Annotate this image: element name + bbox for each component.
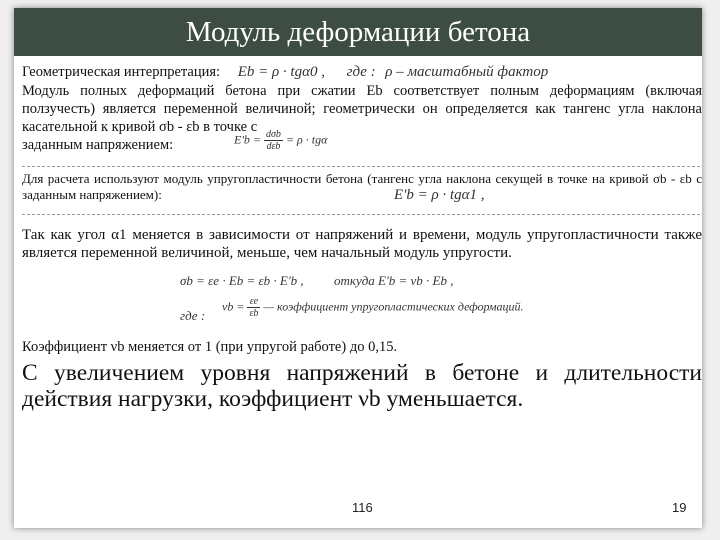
where-label-2: где : bbox=[180, 308, 206, 323]
divider-2 bbox=[22, 214, 700, 215]
nu-lhs: νb = bbox=[222, 299, 245, 314]
where-label: где : bbox=[346, 64, 376, 80]
formula-modulus-coefficient: откуда E'b = νb · Eb , bbox=[334, 273, 454, 288]
formula-secant-modulus: E'b = ρ · tgα1 , bbox=[394, 187, 485, 203]
slide-title: Модуль деформации бетона bbox=[185, 16, 531, 48]
tangent-lhs: E'b = bbox=[234, 132, 261, 147]
page-number-right: 19 bbox=[672, 500, 687, 515]
tangent-rhs: = ρ · tgα bbox=[285, 132, 328, 147]
formula-stress-relation: σb = εe · Eb = εb · E'b , bbox=[180, 273, 304, 288]
conclusion-paragraph: С увеличением уровня напряжений в бетоне и длительности действия нагрузки, коэффициент νb уменьшается. bbox=[22, 360, 702, 412]
formula-nu-b bbox=[222, 296, 524, 319]
rho-definition: ρ – масштабный фактор bbox=[385, 64, 549, 80]
geometric-interpretation-line bbox=[22, 63, 702, 81]
full-deformation-paragraph: Модуль полных деформаций бетона при сжатии Eb соответствует полным деформациям (включая ползучесть) является переменной величиной; геометрически он определяется как тангенс угла наклона касательной к кривой σb - εb в точке с bbox=[22, 83, 702, 135]
geometric-label: Геометрическая интерпретация: bbox=[22, 64, 221, 80]
angle-variation-paragraph: Так как угол α1 меняется в зависимости от напряжений и времени, модуль упругопластичности также является переменной величиной, меньше, чем начальный модуль упругости. bbox=[22, 227, 702, 261]
divider-1 bbox=[22, 166, 700, 167]
nu-definition: — коэффициент упругопластических деформаций. bbox=[263, 299, 524, 314]
given-stress-label: заданным напряжением: bbox=[22, 137, 174, 153]
nu-fraction bbox=[247, 296, 260, 319]
coefficient-range-paragraph: Коэффициент νb меняется от 1 (при упругой работе) до 0,15. bbox=[22, 339, 398, 355]
nu-numerator: εe bbox=[247, 296, 260, 308]
page-number-left: 116 bbox=[352, 500, 373, 515]
derivative-denominator: dεb bbox=[266, 141, 281, 152]
formula-eb-rho: Eb = ρ · tgα0 , bbox=[237, 64, 325, 80]
slide-frame bbox=[14, 8, 702, 528]
elastoplastic-paragraph: Для расчета используют модуль упругопластичности бетона (тангенс угла наклона секущей в точке на кривой σb - εb с заданным напряжением): bbox=[22, 171, 702, 202]
nu-denominator: εb bbox=[249, 308, 259, 319]
formula-tangent-modulus bbox=[234, 129, 327, 152]
derivative-numerator: dσb bbox=[266, 129, 281, 140]
derivative-fraction bbox=[264, 129, 283, 152]
